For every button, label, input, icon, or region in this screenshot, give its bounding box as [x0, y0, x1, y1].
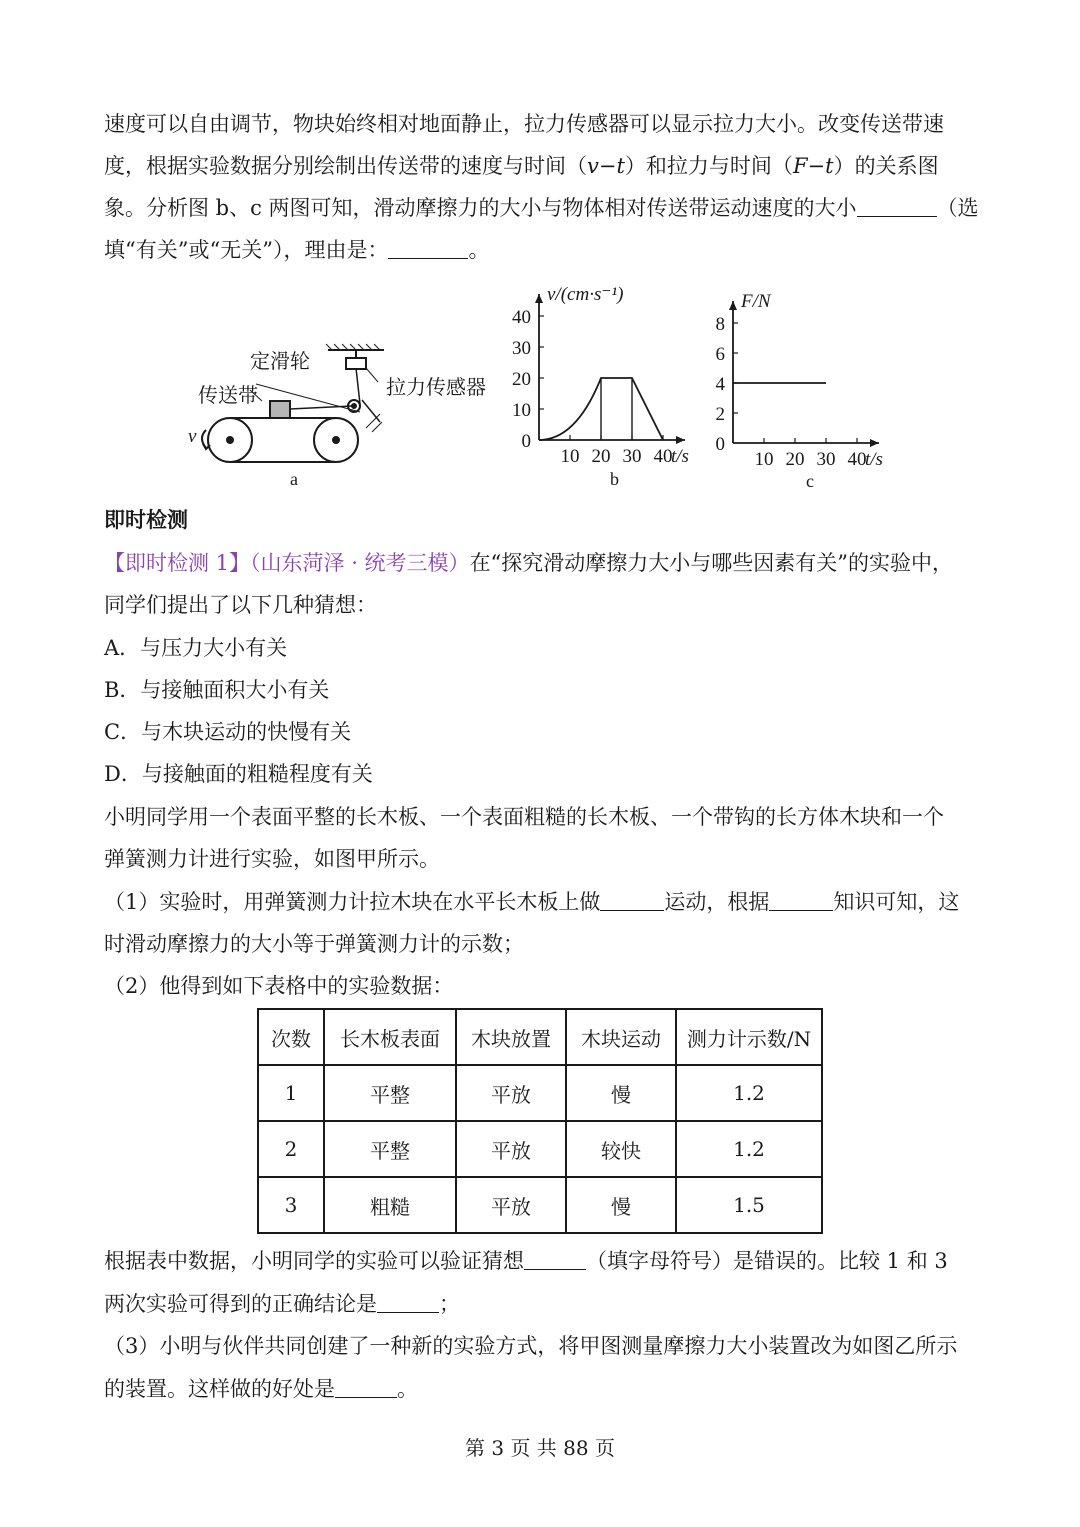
option-d	[104, 753, 980, 795]
table-cell: 2	[258, 1121, 324, 1177]
x-tick-label: 10	[754, 449, 774, 470]
option-a	[104, 627, 980, 669]
text: 速度可以自由调节，物块始终相对地面静止，拉力传感器可以显示拉力大小。改变传送带速	[104, 112, 944, 136]
x-axis-arrow-icon	[676, 436, 685, 444]
table-cell: 1.2	[676, 1065, 822, 1121]
table-header-row	[258, 1009, 822, 1065]
header-cell: 木块放置	[456, 1009, 566, 1065]
q1-line2	[104, 923, 980, 965]
roller-axle	[333, 437, 339, 443]
header-cell: 测力计示数/N	[676, 1009, 822, 1065]
x-tick-label: 40	[847, 449, 867, 470]
table-row	[258, 1121, 822, 1177]
table-cell: 平放	[456, 1177, 566, 1233]
option-text: B．与接触面积大小有关	[104, 678, 330, 702]
text: 运动，根据	[664, 890, 770, 914]
text: 填“有关”或“无关”），理由是：	[104, 238, 389, 262]
y-tick-label: 0	[715, 434, 725, 455]
var-t: t	[616, 154, 625, 178]
table-cell: 平整	[324, 1065, 456, 1121]
minus: −	[598, 154, 617, 178]
section-title	[104, 499, 980, 541]
table-cell: 3	[258, 1177, 324, 1233]
text: 。	[468, 238, 490, 262]
table-cell: 1.5	[676, 1177, 822, 1233]
y-tick-label: 10	[512, 400, 531, 421]
option-text: C．与木块运动的快慢有关	[104, 720, 352, 744]
table-row	[258, 1177, 822, 1233]
support-hatch	[366, 414, 382, 432]
header-cell: 木块运动	[566, 1009, 676, 1065]
question-line2	[104, 584, 980, 626]
para1-line3	[104, 187, 980, 229]
chart-c-force-time	[716, 291, 883, 470]
table-cell: 慢	[566, 1065, 676, 1121]
text: 同学们提出了以下几种猜想：	[104, 593, 377, 617]
x-tick-label: 10	[560, 446, 580, 467]
text: 小明同学用一个表面平整的长木板、一个表面粗糙的长木板、一个带钩的长方体木块和一个	[104, 805, 944, 829]
option-text: D．与接触面的粗糙程度有关	[104, 762, 373, 786]
force-sensor	[346, 358, 366, 369]
figure-abc	[170, 278, 910, 493]
x-tick-label: 20	[591, 446, 611, 467]
y-tick-label: 0	[521, 431, 531, 452]
block	[270, 401, 290, 418]
question-tag: 【即时检测 1】（山东菏泽 · 统考三模）	[104, 551, 470, 575]
x-tick-label: 30	[622, 446, 642, 467]
intro-line1	[104, 796, 980, 838]
header-cell: 次数	[258, 1009, 324, 1065]
after-table-line2	[104, 1283, 980, 1325]
text: 度，根据实验数据分别绘制出传送带的速度与时间（	[104, 154, 587, 178]
var-f: F	[792, 154, 808, 178]
intro-line2	[104, 838, 980, 880]
text: （填字母符号）是错误的。比较 1 和 3	[586, 1249, 948, 1273]
text: 。	[397, 1377, 418, 1401]
text: ；	[439, 1292, 460, 1316]
table-cell: 1.2	[676, 1121, 822, 1177]
header-cell: 长木板表面	[324, 1009, 456, 1065]
table-row	[258, 1065, 822, 1121]
string-vertical	[356, 368, 360, 404]
answer-blank[interactable]	[524, 1249, 586, 1270]
text: 两次实验可得到的正确结论是	[104, 1292, 377, 1316]
y-tick-label: 8	[715, 314, 725, 335]
x-axis-arrow-icon	[870, 439, 879, 447]
option-text: A．与压力大小有关	[104, 636, 288, 660]
y-axis-label: v/(cm·s⁻¹)	[547, 284, 624, 305]
text: 象。分析图 b、c 两图可知，滑动摩擦力的大小与物体相对传送带运动速度的大小	[104, 196, 857, 220]
text: ）的关系图	[833, 154, 939, 178]
answer-blank[interactable]	[377, 1292, 439, 1313]
text: （选	[936, 196, 979, 220]
question-line1	[104, 542, 980, 584]
text: （1）实验时，用弹簧测力计拉木块在水平长木板上做	[104, 890, 601, 914]
y-axis-label: F/N	[741, 291, 771, 312]
para1-line4	[104, 229, 980, 271]
caption-a: a	[290, 469, 298, 489]
x-tick-label: 30	[816, 449, 836, 470]
pulley-axle	[352, 404, 356, 408]
para1-line1	[104, 103, 980, 145]
table-cell: 平放	[456, 1121, 566, 1177]
page-footer: 第 3 页 共 88 页	[465, 1436, 615, 1460]
table-cell: 平放	[456, 1065, 566, 1121]
label-belt: 传送带	[198, 385, 258, 407]
y-tick-label: 20	[512, 369, 531, 390]
text: 在“探究滑动摩擦力大小与哪些因素有关”的实验中，	[469, 551, 954, 575]
text: 弹簧测力计进行实验，如图甲所示。	[104, 847, 440, 871]
table-cell: 1	[258, 1065, 324, 1121]
caption-b: b	[610, 469, 619, 489]
y-tick-label: 2	[715, 404, 725, 425]
caption-c: c	[806, 471, 814, 491]
answer-blank[interactable]	[857, 196, 937, 217]
option-b	[104, 669, 980, 711]
x-axis-label: t/s	[865, 449, 883, 470]
answer-blank[interactable]	[388, 238, 468, 259]
x-tick-label: 40	[653, 446, 673, 467]
figure-svg	[170, 278, 910, 493]
table-cell: 较快	[566, 1121, 676, 1177]
answer-blank[interactable]	[769, 890, 833, 911]
answer-blank[interactable]	[335, 1377, 397, 1398]
label-pulley: 定滑轮	[250, 351, 310, 373]
q2-line	[104, 965, 980, 1007]
wall-support	[362, 400, 380, 422]
y-tick-label: 40	[512, 307, 531, 328]
y-tick-label: 6	[715, 344, 725, 365]
label-v: v	[188, 426, 197, 447]
label-sensor: 拉力传感器	[386, 377, 486, 399]
var-v: v	[587, 154, 599, 178]
x-tick-label: 20	[785, 449, 805, 470]
answer-blank[interactable]	[600, 890, 664, 911]
q1-line1	[104, 881, 980, 923]
text: 时滑动摩擦力的大小等于弹簧测力计的示数；	[104, 932, 524, 956]
x-axis-label: t/s	[671, 446, 689, 467]
y-tick-label: 4	[715, 374, 725, 395]
after-table-line1	[104, 1240, 980, 1282]
y-axis-arrow-icon	[535, 294, 543, 303]
minus: −	[807, 154, 826, 178]
chart-b-velocity-time	[512, 284, 689, 467]
table-cell: 粗糙	[324, 1177, 456, 1233]
text: 知识可知，这	[833, 890, 960, 914]
var-t: t	[825, 154, 834, 178]
para1-line2	[104, 145, 980, 187]
table-cell: 平整	[324, 1121, 456, 1177]
q3-line1	[104, 1325, 980, 1367]
text: ）和拉力与时间（	[624, 154, 793, 178]
text: （3）小明与伙伴共同创建了一种新的实验方式，将甲图测量摩擦力大小装置改为如图乙所示	[104, 1334, 958, 1358]
text: 的装置。这样做的好处是	[104, 1377, 335, 1401]
text: （2）他得到如下表格中的实验数据：	[104, 974, 454, 998]
y-tick-label: 30	[512, 338, 531, 359]
roller-axle	[227, 437, 233, 443]
section-title-text: 即时检测	[104, 507, 188, 532]
option-c	[104, 711, 980, 753]
label-leader-sensor	[366, 368, 378, 382]
q3-line2	[104, 1368, 980, 1410]
data-table	[257, 1008, 823, 1234]
table-cell: 慢	[566, 1177, 676, 1233]
text: 根据表中数据，小明同学的实验可以验证猜想	[104, 1249, 524, 1273]
y-axis-arrow-icon	[729, 301, 737, 310]
